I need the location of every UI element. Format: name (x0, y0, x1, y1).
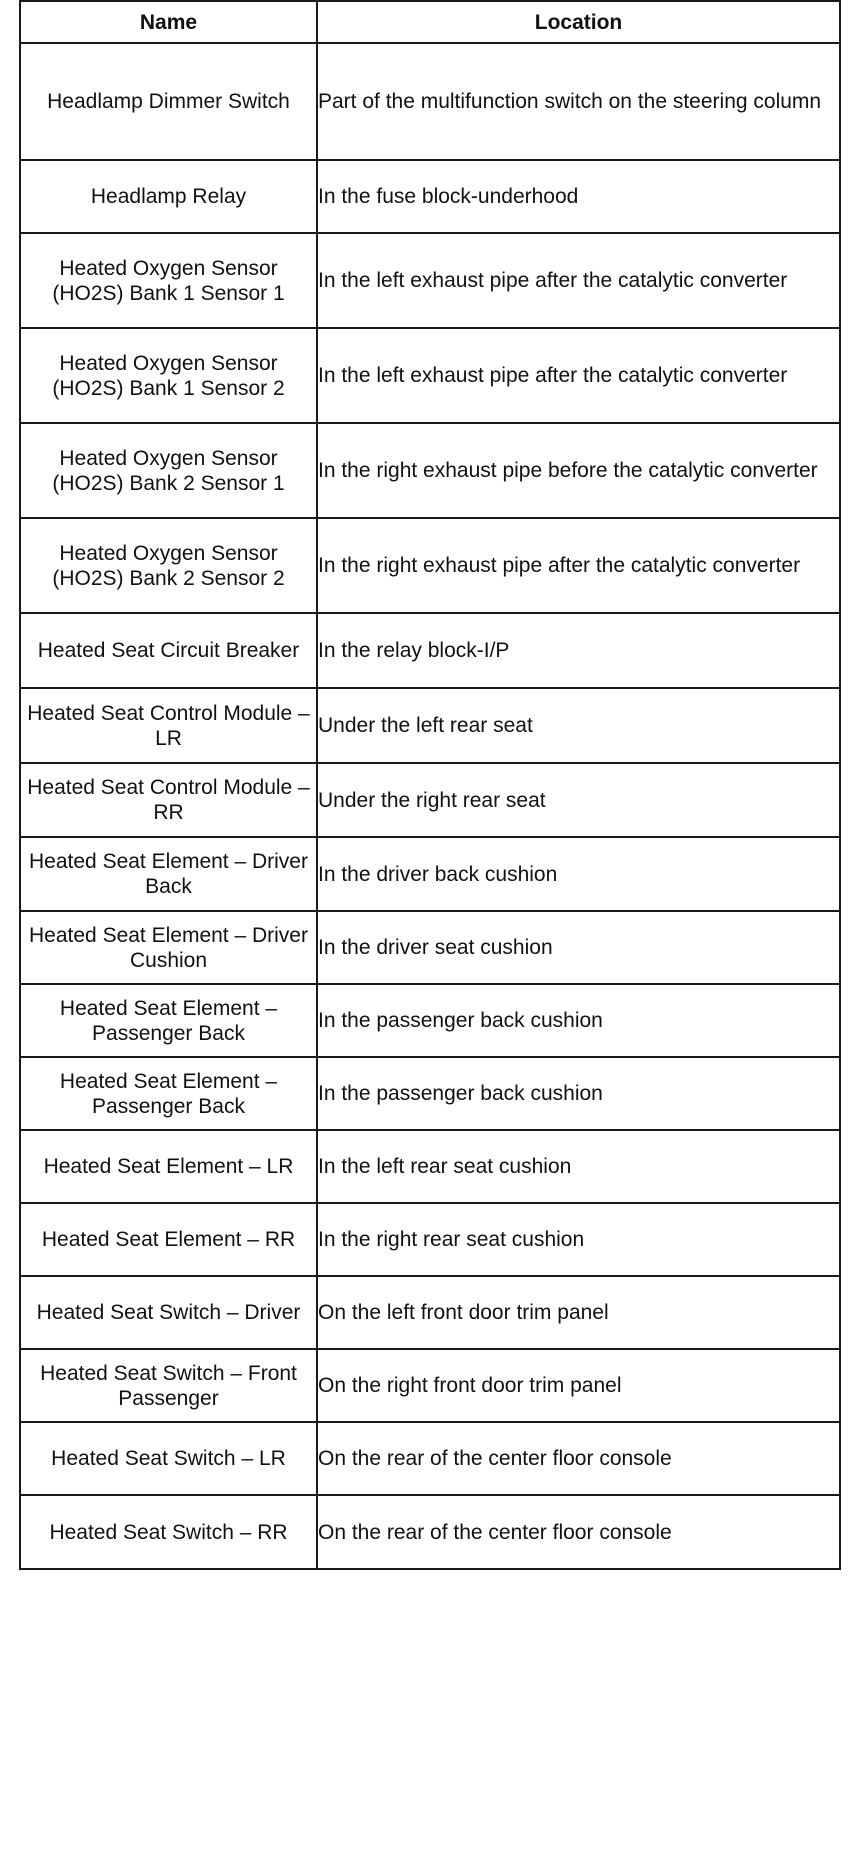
component-location: In the left exhaust pipe after the catalytic converter (317, 233, 840, 328)
component-name: Heated Seat Control Module – LR (20, 688, 317, 763)
component-name: Heated Seat Element – RR (20, 1203, 317, 1276)
component-location: On the left front door trim panel (317, 1276, 840, 1349)
table-row (20, 613, 840, 688)
component-location: In the right exhaust pipe before the catalytic converter (317, 423, 840, 518)
component-name: Heated Seat Switch – LR (20, 1422, 317, 1495)
table-row (20, 1422, 840, 1495)
table-row (20, 423, 840, 518)
component-location: On the rear of the center floor console (317, 1495, 840, 1569)
component-name: Heated Seat Switch – RR (20, 1495, 317, 1569)
table-header (20, 1, 840, 43)
component-name: Heated Oxygen Sensor (HO2S) Bank 1 Sensor 1 (20, 233, 317, 328)
component-name: Heated Oxygen Sensor (HO2S) Bank 2 Sensor 1 (20, 423, 317, 518)
component-name: Heated Seat Switch – Front Passenger (20, 1349, 317, 1422)
table-row (20, 518, 840, 613)
table-row (20, 1203, 840, 1276)
component-location: Under the left rear seat (317, 688, 840, 763)
component-location: In the driver back cushion (317, 837, 840, 911)
component-location: In the passenger back cushion (317, 984, 840, 1057)
component-name: Heated Seat Element – Passenger Back (20, 1057, 317, 1130)
table-row (20, 233, 840, 328)
component-name: Heated Oxygen Sensor (HO2S) Bank 1 Sensor 2 (20, 328, 317, 423)
component-location: In the relay block-I/P (317, 613, 840, 688)
component-location: On the right front door trim panel (317, 1349, 840, 1422)
table-row (20, 1057, 840, 1130)
component-name: Heated Seat Element – Driver Back (20, 837, 317, 911)
component-location: In the driver seat cushion (317, 911, 840, 984)
component-name: Heated Seat Switch – Driver (20, 1276, 317, 1349)
column-header-location: Location (317, 1, 840, 43)
component-location: In the right rear seat cushion (317, 1203, 840, 1276)
component-name: Heated Seat Element – Driver Cushion (20, 911, 317, 984)
component-name: Heated Seat Element – Passenger Back (20, 984, 317, 1057)
table-row (20, 911, 840, 984)
table-row (20, 43, 840, 160)
component-name: Headlamp Dimmer Switch (20, 43, 317, 160)
table-row (20, 1276, 840, 1349)
table-row (20, 160, 840, 233)
component-location-table (19, 0, 841, 1570)
table-row (20, 328, 840, 423)
header-row (20, 1, 840, 43)
component-name: Headlamp Relay (20, 160, 317, 233)
component-location: In the left rear seat cushion (317, 1130, 840, 1203)
table-row (20, 763, 840, 837)
component-location: On the rear of the center floor console (317, 1422, 840, 1495)
column-header-name: Name (20, 1, 317, 43)
component-location: In the left exhaust pipe after the catalytic converter (317, 328, 840, 423)
component-location: Part of the multifunction switch on the steering column (317, 43, 840, 160)
component-name: Heated Seat Control Module – RR (20, 763, 317, 837)
table-row (20, 837, 840, 911)
table-row (20, 984, 840, 1057)
table-row (20, 1495, 840, 1569)
component-name: Heated Seat Circuit Breaker (20, 613, 317, 688)
table-row (20, 1130, 840, 1203)
component-name: Heated Seat Element – LR (20, 1130, 317, 1203)
table-row (20, 1349, 840, 1422)
component-location: In the right exhaust pipe after the catalytic converter (317, 518, 840, 613)
table-row (20, 688, 840, 763)
component-location: In the passenger back cushion (317, 1057, 840, 1130)
component-location: In the fuse block-underhood (317, 160, 840, 233)
component-location: Under the right rear seat (317, 763, 840, 837)
component-name: Heated Oxygen Sensor (HO2S) Bank 2 Sensor 2 (20, 518, 317, 613)
